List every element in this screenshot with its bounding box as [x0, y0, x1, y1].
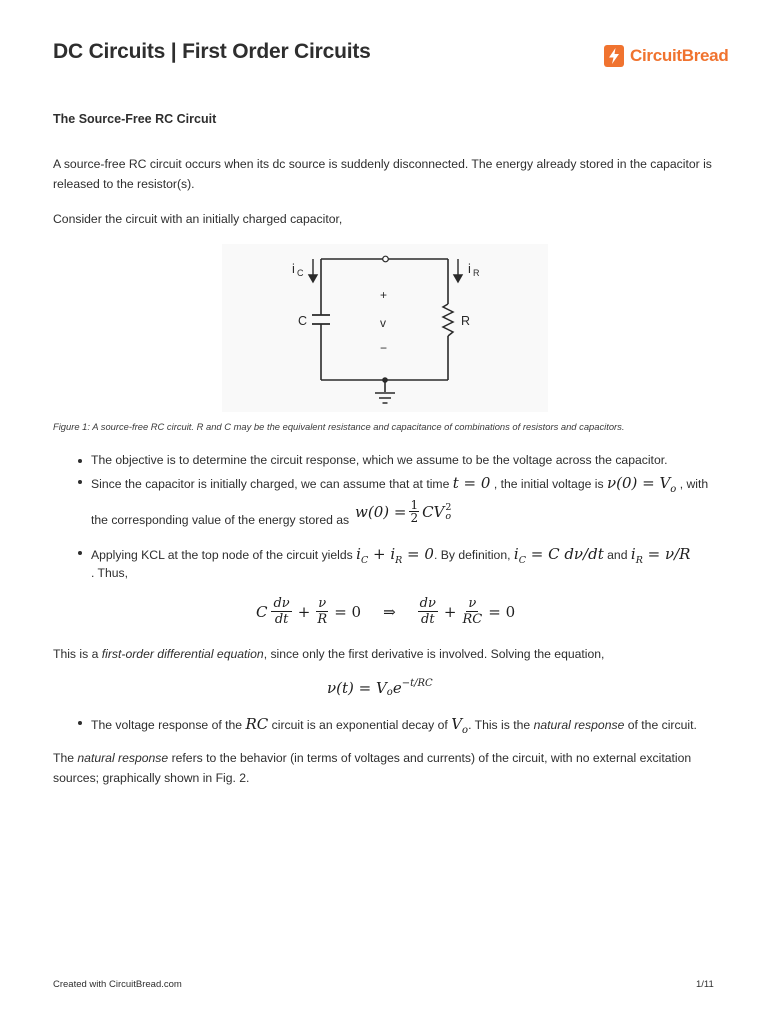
math-kcl: $i_C + i_R = 0$ — [356, 545, 434, 566]
paragraph-intro: A source-free RC circuit occurs when its dc source is suddenly disconnected. The energy already stored in the capacitor is released to the resistor(s). — [53, 157, 712, 191]
ic-label-sub: C — [297, 268, 304, 278]
circuit-figure — [222, 244, 548, 412]
bullet-dot — [78, 721, 82, 725]
bullet-text — [91, 474, 708, 495]
math-t0: t = 0 — [452, 474, 491, 492]
bullet-text-part: and — [607, 548, 628, 562]
logo-text: CircuitBread — [630, 46, 729, 65]
figure-caption: Figure 1: A source-free RC circuit. R and C may be the equivalent resistance and capacitance of combinations of resistors and capacitors. — [53, 421, 625, 432]
bullet-text-part: Applying KCL at the top node of the circuit yields — [91, 548, 353, 562]
bullet-dot — [78, 459, 82, 463]
math-energy: w(0) = $\frac{1}{2}$ CV 2 o — [355, 498, 452, 525]
paragraph-natural-response: The natural response refers to the behavior (in terms of voltages and currents) of the circuit, with no external excitation sources; graphically shown in Fig. 2. — [53, 751, 692, 785]
bullet-text — [91, 545, 690, 566]
ir-label: i — [468, 261, 471, 276]
capacitor-label: C — [298, 314, 308, 328]
bullet-text-part: circuit is an exponential decay of — [271, 718, 448, 732]
plus-sign: + — [380, 288, 388, 302]
section-title: The Source-Free RC Circuit — [53, 112, 217, 126]
bullet-continuation: . Thus, — [91, 566, 129, 580]
bullet-text-part: , the initial voltage is — [493, 477, 604, 491]
bullet-dot — [78, 551, 82, 555]
bullet-text-part: Since the capacitor is initially charged, we can assume that at time — [91, 477, 450, 491]
math-ode: C dν dt + $\frac{\nu}{R}$ = 0 ⇒ dν dt + $\frac{\nu}{RC}$ = 0 — [256, 596, 516, 627]
math-ir-definition: $i_R = \nu/R$ — [630, 545, 691, 566]
circuitbread-logo[interactable] — [604, 45, 728, 67]
bullet-text-emphasis: natural response — [533, 718, 625, 732]
voltage-label: v — [380, 316, 386, 330]
paragraph-first-order: This is a first-order differential equation, since only the first derivative is involved. Solving the equation, — [53, 647, 605, 661]
ir-label-sub: R — [473, 268, 480, 278]
page-title: DC Circuits | First Order Circuits — [53, 40, 371, 63]
math-ic-definition: $i_C = C$ dν/dt — [513, 545, 604, 566]
paragraph-consider: Consider the circuit with an initially charged capacitor, — [53, 212, 343, 226]
bullet-dot — [78, 480, 82, 484]
bullet-text-part: . This is the — [468, 718, 531, 732]
minus-sign: − — [380, 341, 388, 355]
math-vo: $V_o$ — [451, 715, 469, 736]
page-number: 1/11 — [696, 979, 714, 990]
resistor-label: R — [461, 314, 471, 328]
bullet-text-part: of the circuit. — [627, 718, 697, 732]
bullet-continuation: the corresponding value of the energy stored as — [91, 513, 350, 527]
bullet-text-part: The voltage response of the — [91, 718, 243, 732]
footer-credit[interactable]: Created with CircuitBread.com — [53, 979, 182, 990]
math-rc: RC — [245, 715, 269, 733]
bullet-text-part: . By definition, — [433, 548, 511, 562]
bullet-text-part: , with — [679, 477, 709, 491]
lightning-bolt-icon — [604, 45, 624, 67]
bullet-text: The objective is to determine the circuit response, which we assume to be the voltage across the capacitor. — [91, 453, 668, 467]
bullet-text — [91, 715, 697, 736]
math-solution: ν(t) = V $_o$ e $^{-t/RC}$ — [327, 677, 433, 698]
ic-label: i — [292, 261, 295, 276]
math-v0: $\nu(0) = V_o$ — [606, 474, 677, 495]
rc-circuit-diagram — [222, 244, 548, 412]
